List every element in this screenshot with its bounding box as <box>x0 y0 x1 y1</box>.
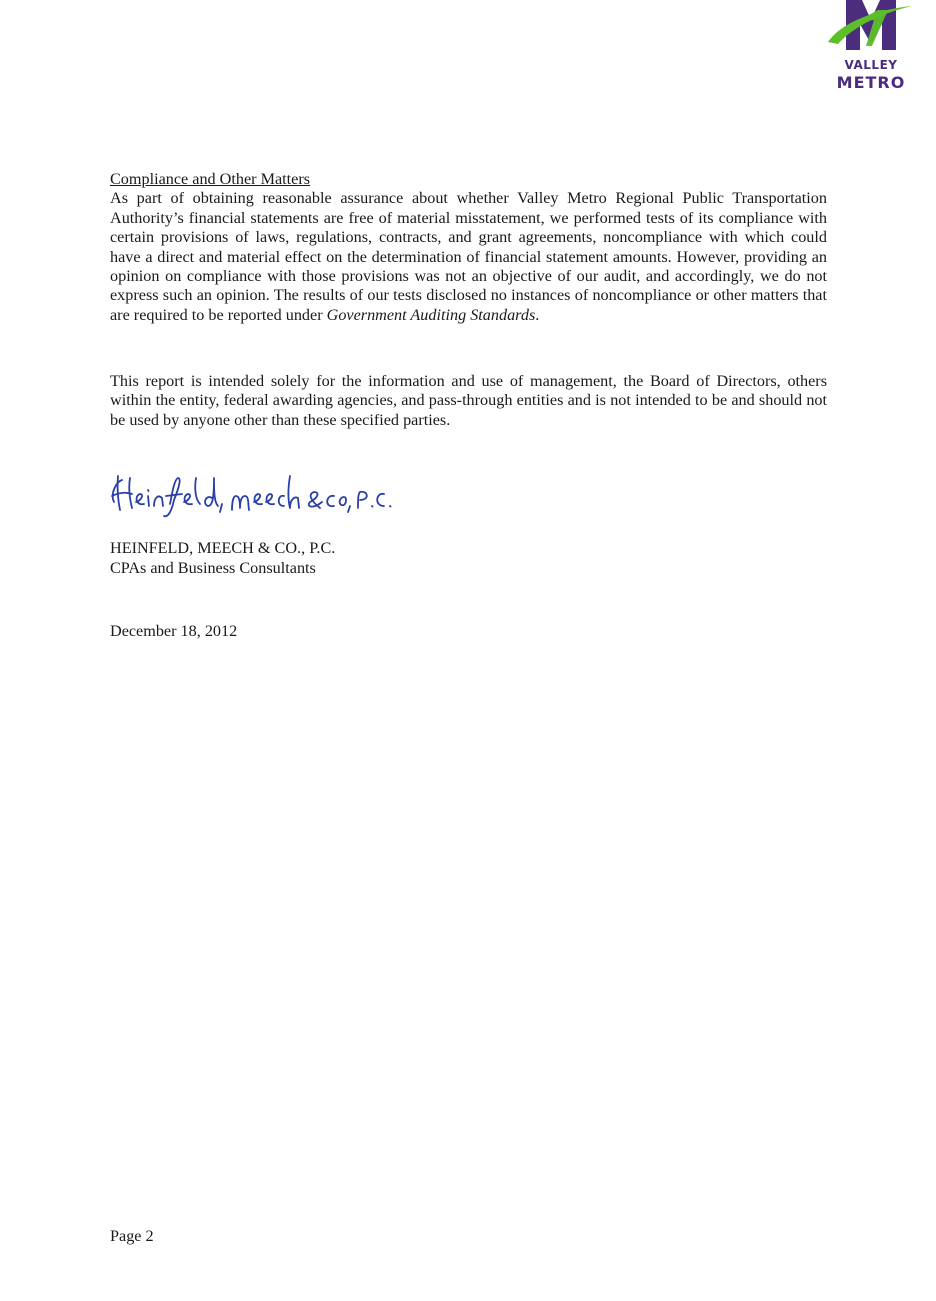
signature-image <box>108 470 438 522</box>
gas-reference: Government Auditing Standards <box>326 305 536 324</box>
intended-use-paragraph: This report is intended solely for the information and use of management, the Board of Directors, others within the entity, federal awarding agencies, and pass-through entities and is not intended to be and should not be used by anyone other than these specified parties. <box>110 372 827 429</box>
logo-text-valley: VALLEY <box>844 58 898 72</box>
logo-text-metro: METRO <box>836 73 906 92</box>
valley-metro-logo-mark <box>826 0 916 58</box>
report-date: December 18, 2012 <box>110 622 238 640</box>
firm-subtitle: CPAs and Business Consultants <box>110 559 316 577</box>
compliance-paragraph <box>110 189 827 325</box>
compliance-text: As part of obtaining reasonable assurance about whether Valley Metro Regional Public Transportation Authority’s financial statements are free of material misstatement, we performed tests of its compliance with certain provisions of laws, regulations, contracts, and grant agreements, noncompliance with which could have a direct and material effect on the determination of financial statement amounts. However, providing an opinion on compliance with those provisions was not an objective of our audit, and accordingly, we do not express such an opinion. The results of our tests disclosed no instances of noncompliance or other matters that are required to be reported under <box>110 189 827 324</box>
intended-use-section <box>110 372 827 430</box>
compliance-heading: Compliance and Other Matters <box>110 170 311 188</box>
firm-block <box>110 538 335 578</box>
handwritten-signature <box>108 470 438 527</box>
page-number: Page 2 <box>110 1227 154 1245</box>
firm-name: HEINFELD, MEECH & CO., P.C. <box>110 539 336 557</box>
compliance-text-end: . <box>535 305 540 324</box>
compliance-section <box>110 170 827 325</box>
valley-metro-logo <box>826 0 916 96</box>
